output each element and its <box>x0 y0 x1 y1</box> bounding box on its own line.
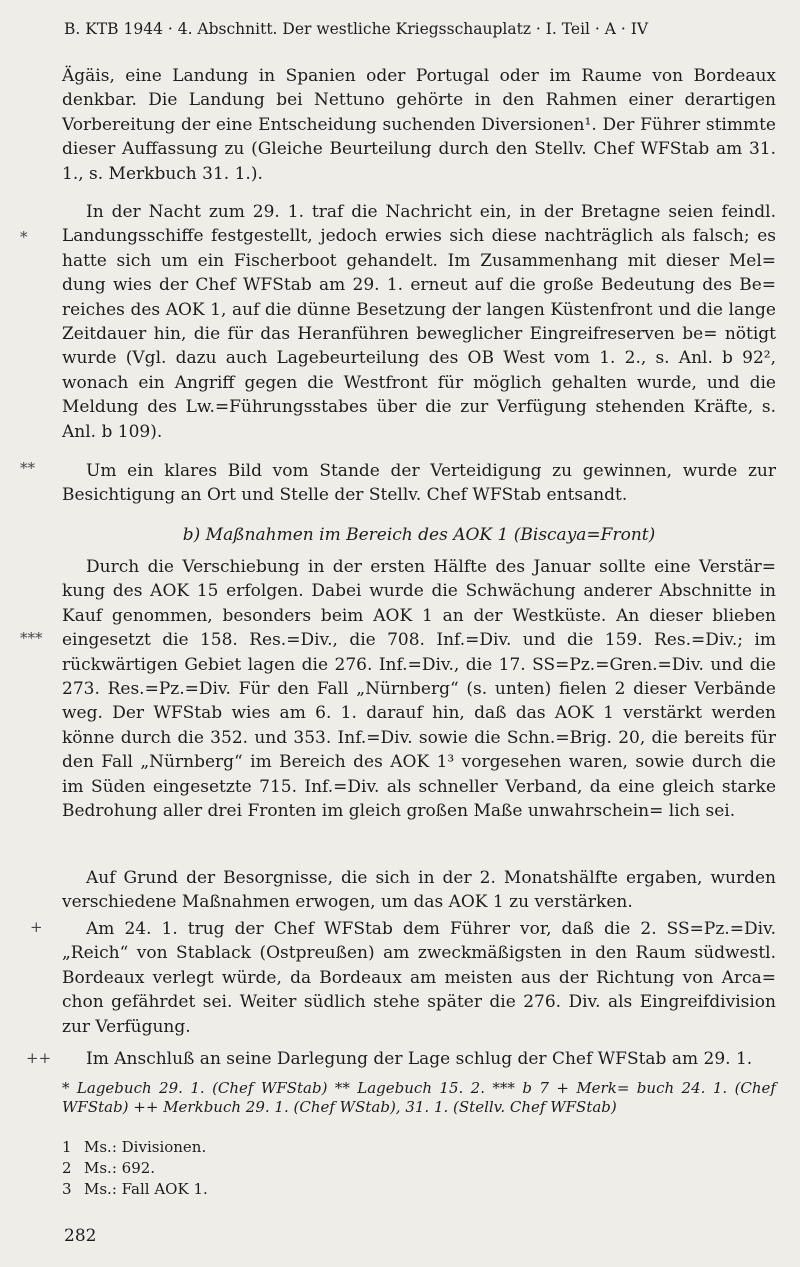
page-number: 282 <box>64 1226 97 1246</box>
margin-mark-3: *** <box>20 629 43 647</box>
footnotes <box>62 1137 462 1200</box>
margin-mark-4: + <box>30 918 43 936</box>
footnote: 3 Ms.: Fall AOK 1. <box>62 1180 208 1198</box>
paragraph-2: In der Nacht zum 29. 1. traf die Nachricht ein, in der Bretagne seien feindl. Landungsschiffe festgestellt, jedoch erwies sich diese nachträglich als falsch; es hatte sich um ein Fischerboot gehandelt. Im Zusammenhang mit dieser Mel= dung wies der Chef WFStab am 29. 1. erneut auf die große Bedeutung des Be= reiches des AOK 1, auf die dünne Besetzung der langen Küstenfront und die lange Zeitdauer hin, die für das Heranführen beweglicher Eingreifreserven be= nötigt wurde (Vgl. dazu auch Lagebeurteilung des OB West vom 1. 2., s. Anl. b 92², wonach ein Angriff gegen die Westfront für möglich gehalten wurde, und die Meldung des Lw.=Führungsstabes über die zur Verfügung stehenden Kräfte, s. Anl. b 109). <box>62 202 776 442</box>
margin-mark-1: * <box>20 228 28 246</box>
running-header: B. KTB 1944 · 4. Abschnitt. Der westliche Kriegsschauplatz · I. Teil · A · IV <box>64 20 649 38</box>
margin-mark-5: ++ <box>26 1049 52 1067</box>
paragraph-4: Durch die Verschiebung in der ersten Hälfte des Januar sollte eine Verstär= kung des AOK 15 erfolgen. Dabei wurde die Schwächung anderer Abschnitte in Kauf genommen, besonders beim AOK 1 an der Westküste. An dieser blieben eingesetzt die 158. Res.=Div., die 708. Inf.=Div. und die 159. Res.=Div.; im rückwärtigen Gebiet lagen die 276. Inf.=Div., die 17. SS=Pz.=Gren.=Div. und die 273. Res.=Pz.=Div. Für den Fall „Nürnberg“ (s. unten) fielen 2 dieser Verbände weg. Der WFStab wies am 6. 1. darauf hin, daß das AOK 1 verstärkt werden könne durch die 352. und 353. Inf.=Div. sowie die Schn.=Brig. 20, die bereits für den Fall „Nürnberg“ im Bereich des AOK 1³ vorgesehen waren, sowie durch die im Süden eingesetzte 715. Inf.=Div. als schneller Verband, da eine gleich starke Bedrohung aller drei Fronten im gleich großen Maße unwahrschein= lich sei. <box>62 557 776 822</box>
paragraph-3: Um ein klares Bild vom Stande der Verteidigung zu gewinnen, wurde zur Besichtigung an Ort und Stelle der Stellv. Chef WFStab entsandt. <box>62 461 776 506</box>
source-references: * Lagebuch 29. 1. (Chef WFStab) ** Lagebuch 15. 2. *** b 7 + Merk= buch 24. 1. (Chef WFStab) ++ Merkbuch 29. 1. (Chef WStab), 31. 1. (Stellv. Chef WFStab) <box>62 1079 776 1116</box>
paragraph-5: Auf Grund der Besorgnisse, die sich in der 2. Monatshälfte ergaben, wurden verschiedene Maßnahmen erwogen, um das AOK 1 zu verstärken. <box>62 868 776 913</box>
paragraph-7: Im Anschluß an seine Darlegung der Lage schlug der Chef WFStab am 29. 1. <box>86 1049 753 1069</box>
section-subheading: b) Maßnahmen im Bereich des AOK 1 (Biscaya=Front) <box>182 525 656 545</box>
paragraph-6: Am 24. 1. trug der Chef WFStab dem Führer vor, daß die 2. SS=Pz.=Div. „Reich“ von Stablack (Ostpreußen) am zweckmäßigsten in den Raum südwestl. Bordeaux verlegt würde, da Bordeaux am meisten aus der Richtung von Arca= chon gefährdet sei. Weiter südlich stehe später die 276. Div. als Eingreifdivision zur Verfügung. <box>62 919 776 1037</box>
margin-mark-2: ** <box>20 459 35 477</box>
footnote: 2 Ms.: 692. <box>62 1159 156 1177</box>
footnote: 1 Ms.: Divisionen. <box>62 1138 207 1156</box>
paragraph-1: Ägäis, eine Landung in Spanien oder Portugal oder im Raume von Bordeaux denkbar. Die Landung bei Nettuno gehörte in den Rahmen einer derartigen Vorbereitung der eine Entscheidung suchenden Diversionen¹. Der Führer stimmte dieser Auffassung zu (Gleiche Beurteilung durch den Stellv. Chef WFStab am 31. 1., s. Merkbuch 31. 1.). <box>62 66 776 184</box>
